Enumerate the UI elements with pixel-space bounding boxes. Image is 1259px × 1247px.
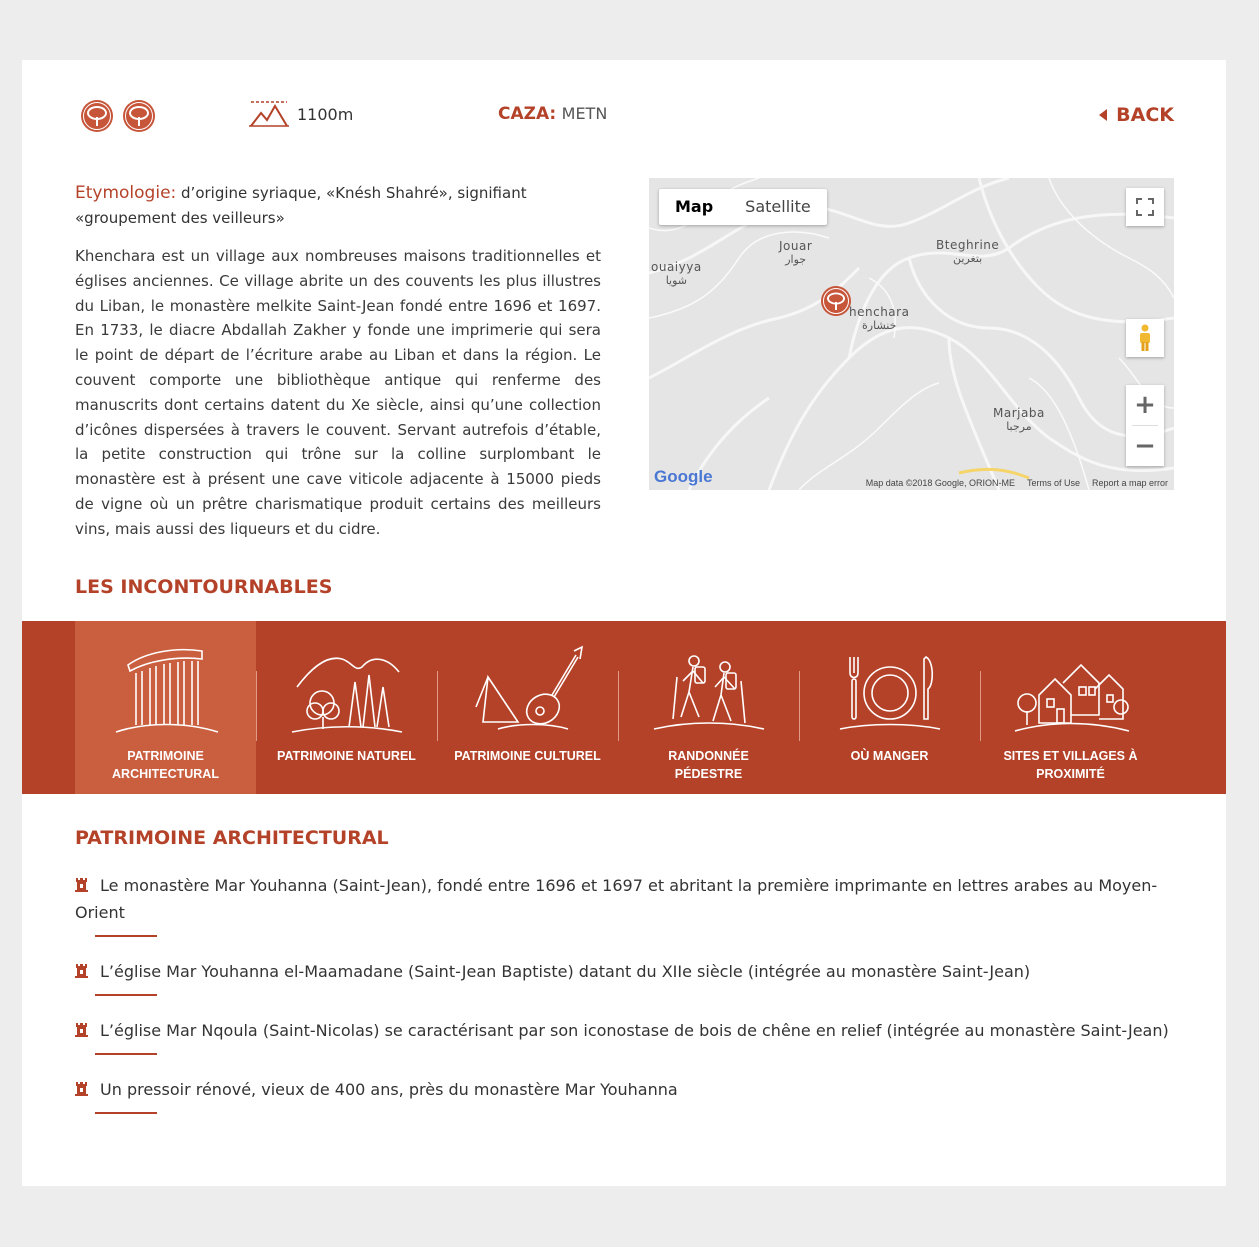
cedar-icon: [121, 98, 157, 134]
location-pin-icon[interactable]: [820, 285, 852, 317]
tab-divider: [256, 671, 257, 741]
caza-value: METN: [561, 104, 608, 123]
cedar-rating: [79, 98, 157, 134]
back-arrow-icon: [1099, 109, 1107, 121]
tab-sites-et-villages[interactable]: [980, 621, 1161, 794]
village-icon: [1011, 637, 1131, 737]
terms-of-use-link[interactable]: Terms of Use: [1026, 478, 1080, 488]
section-title: PATRIMOINE ARCHITECTURAL: [75, 827, 389, 849]
list-item: [75, 1017, 1175, 1055]
list-item-text: L’église Mar Nqoula (Saint-Nicolas) se caractérisant par son iconostase de bois de chêne en relief (intégrée au monastère Saint-Jean): [100, 1021, 1169, 1040]
tab-patrimoine-naturel[interactable]: [256, 621, 437, 794]
item-underline: [95, 935, 157, 937]
caza-label: CAZA:: [498, 104, 557, 124]
street-view-button[interactable]: [1126, 319, 1164, 357]
map-type-control: [659, 189, 827, 225]
castle-icon: [75, 1082, 88, 1096]
zoom-in-button[interactable]: +: [1134, 390, 1156, 420]
tab-divider: [437, 671, 438, 741]
fullscreen-icon: [1136, 198, 1154, 216]
castle-icon: [75, 964, 88, 978]
pegman-icon: [1137, 324, 1153, 352]
google-logo: Google: [654, 467, 713, 486]
castle-icon: [75, 1023, 88, 1037]
list-item-text: Un pressoir rénové, vieux de 400 ans, près du monastère Mar Youhanna: [100, 1080, 678, 1099]
tab-label: SITES ET VILLAGES À PROXIMITÉ: [1003, 749, 1138, 781]
hikers-icon: [649, 637, 769, 737]
tab-label: PATRIMOINE NATUREL: [277, 749, 416, 763]
tab-label: RANDONNÉE PÉDESTRE: [668, 749, 749, 781]
altitude-info: [249, 100, 353, 128]
map-label-marjaba: Marjaba مرجبا: [993, 406, 1045, 433]
map-type-satellite-button[interactable]: Satellite: [745, 197, 811, 216]
category-bar: [22, 621, 1226, 794]
map-label-khenchara: henchara خنشارة: [849, 305, 910, 332]
zoom-out-button[interactable]: −: [1134, 431, 1156, 461]
item-underline: [95, 1112, 157, 1114]
caza-info: [498, 104, 607, 124]
tab-label: PATRIMOINE CULTUREL: [454, 749, 601, 763]
mountain-icon: [249, 100, 289, 128]
list-item: [75, 958, 1175, 996]
map-data-credit: Map data ©2018 Google, ORION-ME: [865, 478, 1015, 488]
back-label: BACK: [1116, 104, 1174, 126]
castle-icon: [75, 878, 88, 892]
village-description: Khenchara est un village aux nombreuses maisons traditionnelles et églises anciennes. Ce village abrite un des couvents les plus illustres du Liban, le monastère melkite Saint-Jean fondé entre 1696 et 1697. En 1733, le diacre Abdallah Zakher y fonde une imprimerie qui sera le point de départ de l’écriture arabe au Liban et dans la région. Le couvent comporte une bibliothèque antique qui renferme des manuscrits dont certains datent du Xe siècle, ainsi qu’une collection d’icônes dispersées à travers le couvent. Servant autrefois d’étable, la petite construction qui trône sur la colline surplombant le monastère est à présent une cave viticole adjacente à 15000 pieds de vigne où un prêtre charismatique produit certains des meilleurs vins, mais aussi des liqueurs et du cidre.: [75, 247, 601, 538]
item-underline: [95, 1053, 157, 1055]
fullscreen-button[interactable]: [1126, 188, 1164, 226]
tab-randonnee-pedestre[interactable]: [618, 621, 799, 794]
nature-icon: [287, 637, 407, 737]
google-map[interactable]: [649, 178, 1174, 490]
altitude-value: 1100m: [297, 104, 354, 124]
top-info-bar: [22, 60, 1226, 180]
tab-patrimoine-architectural[interactable]: [75, 621, 256, 794]
heritage-list: [75, 872, 1175, 1135]
etymology: [75, 181, 605, 231]
list-item-text: L’église Mar Youhanna el-Maamadane (Saint-Jean Baptiste) datant du XIIe siècle (intégrée au monastère Saint-Jean): [100, 962, 1031, 981]
report-map-error-link[interactable]: Report a map error: [1091, 478, 1168, 488]
oud-icon: [468, 637, 588, 737]
tab-divider: [980, 671, 981, 741]
tab-ou-manger[interactable]: [799, 621, 980, 794]
list-item: [75, 1076, 1175, 1114]
item-underline: [95, 994, 157, 996]
back-button[interactable]: [1099, 104, 1174, 126]
incontournables-title: LES INCONTOURNABLES: [75, 576, 333, 598]
zoom-control: [1126, 385, 1164, 466]
tab-patrimoine-culturel[interactable]: [437, 621, 618, 794]
tab-label: OÙ MANGER: [850, 749, 929, 763]
map-label-chouaiyya: ouaiyya شويا: [651, 260, 702, 287]
content-card: [22, 60, 1226, 1186]
cedar-icon: [79, 98, 115, 134]
map-label-bteghrine: Bteghrine بتغرين: [936, 238, 1000, 265]
map-label-jouar: Jouar جوار: [779, 239, 813, 266]
etymology-label: Etymologie:: [75, 183, 177, 203]
list-item: [75, 872, 1175, 937]
columns-icon: [106, 637, 226, 737]
tab-divider: [799, 671, 800, 741]
etymology-text: d’origine syriaque, «Knésh Shahré», signifiant «groupement des veilleurs»: [75, 184, 527, 227]
tab-label: PATRIMOINE ARCHITECTURAL: [112, 749, 219, 781]
category-tabs: [75, 621, 1161, 794]
map-attribution: [866, 478, 1168, 488]
tab-divider: [618, 671, 619, 741]
map-type-map-button[interactable]: Map: [675, 197, 714, 216]
plate-icon: [830, 637, 950, 737]
list-item-text: Le monastère Mar Youhanna (Saint-Jean), fondé entre 1696 et 1697 et abritant la première imprimante en lettres arabes au Moyen-Orient: [75, 876, 1158, 922]
